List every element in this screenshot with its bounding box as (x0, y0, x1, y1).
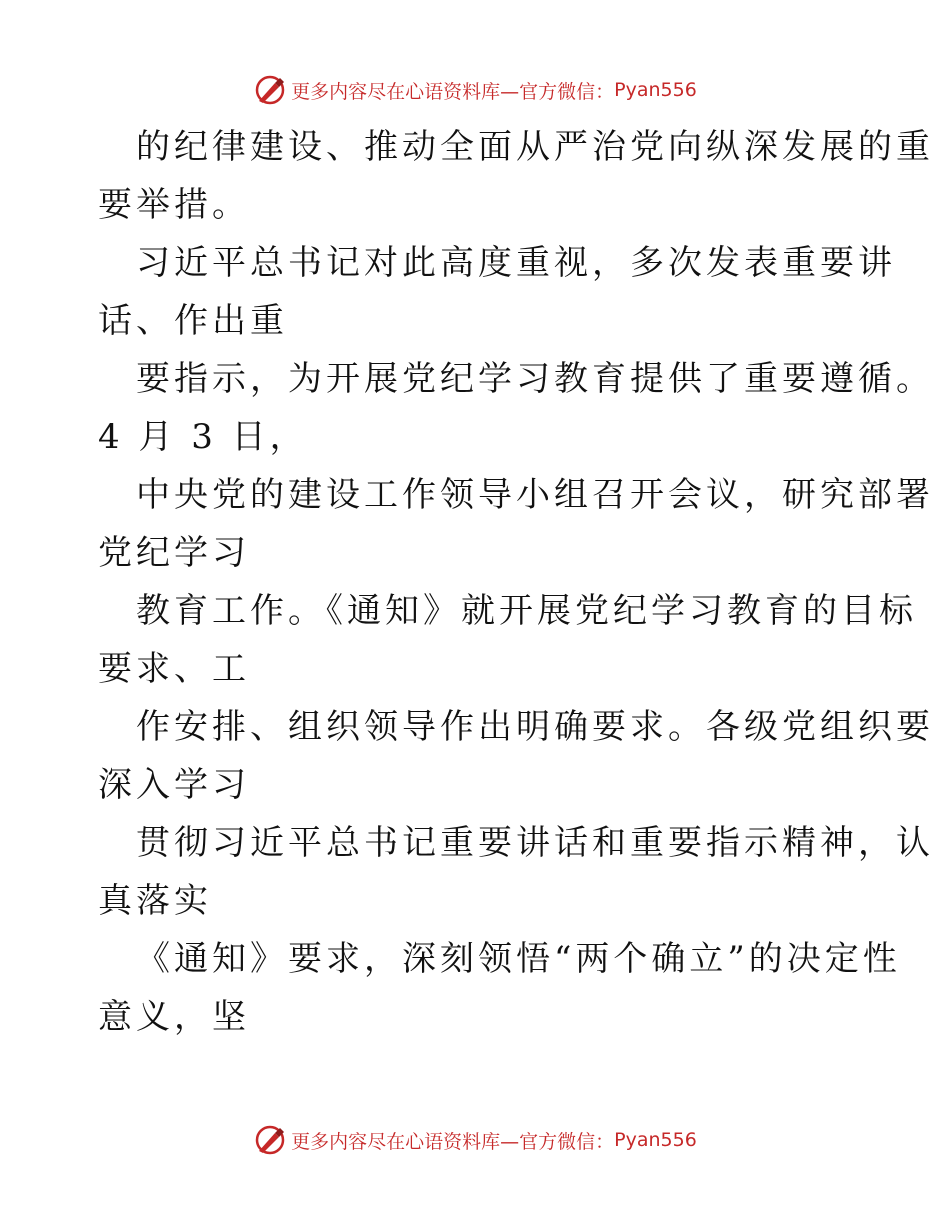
body-line: 真落实 (98, 881, 212, 921)
body-line: 作安排、组织领导作出明确要求。各级党组织要 (136, 707, 934, 747)
document-body (98, 118, 934, 1046)
body-line: 要求、工 (98, 649, 250, 689)
footer-watermark-banner (0, 1120, 950, 1160)
body-line: 深入学习 (98, 765, 250, 805)
header-banner-handle: Pyan556 (614, 79, 697, 101)
body-line: 习近平总书记对此高度重视，多次发表重要讲 (136, 243, 896, 283)
body-line: 中央党的建设工作领导小组召开会议，研究部署 (136, 475, 934, 515)
pen-logo-icon (253, 1123, 287, 1157)
header-banner-text: 更多内容尽在心语资料库—官方微信： (291, 80, 615, 103)
body-line: 教育工作。《通知》就开展党纪学习教育的目标 (136, 591, 917, 631)
header-watermark-banner (0, 70, 950, 110)
body-line: 党纪学习 (98, 533, 250, 573)
body-line: 的纪律建设、推动全面从严治党向纵深发展的重 (136, 127, 934, 167)
body-line: 话、作出重 (98, 301, 288, 341)
body-line: 贯彻习近平总书记重要讲话和重要指示精神，认 (136, 823, 934, 863)
pen-logo-icon (253, 73, 287, 107)
footer-banner-handle: Pyan556 (614, 1129, 697, 1151)
body-line: 《通知》要求，深刻领悟“两个确立”的决定性 (136, 939, 901, 979)
body-line: 要举措。 (98, 185, 250, 225)
footer-banner-text: 更多内容尽在心语资料库—官方微信： (291, 1130, 615, 1153)
body-line: 4 月 3 日， (98, 417, 308, 457)
body-line: 要指示，为开展党纪学习教育提供了重要遵循。 (136, 359, 934, 399)
body-line: 意义，坚 (98, 997, 250, 1037)
